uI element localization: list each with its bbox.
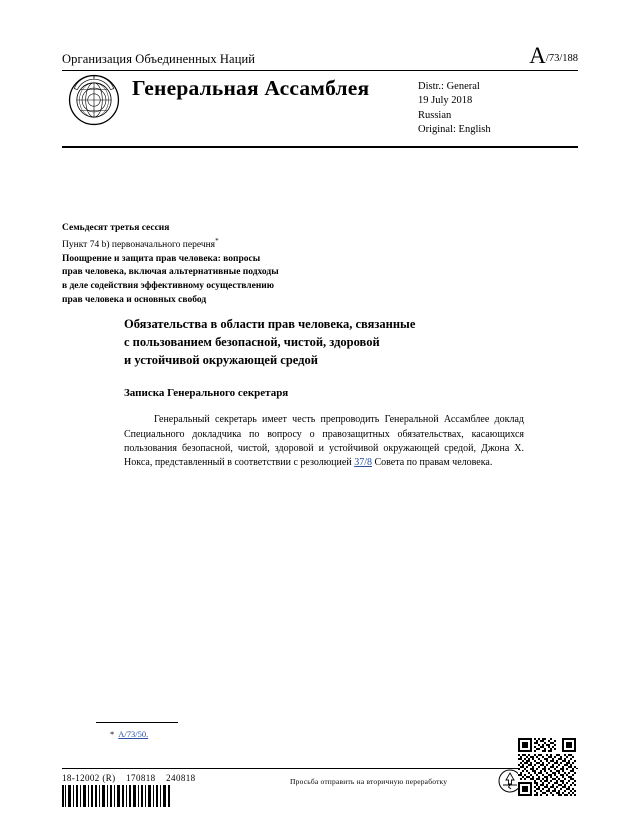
distribution-language: Russian (418, 109, 452, 121)
session-block (62, 222, 492, 308)
agenda-title-line-4: прав человека и основных свобод (62, 294, 207, 305)
masthead-title: Генеральная Ассамблея (132, 76, 370, 100)
agenda-title-line-3: в деле содействия эффективному осуществлению (62, 281, 275, 292)
document-symbol (529, 44, 578, 67)
symbol-number: /73/188 (545, 53, 578, 64)
symbol-letter: A (529, 43, 546, 68)
qr-code (518, 738, 576, 796)
page-subtitle: Записка Генерального секретаря (124, 387, 289, 400)
abstract-text-part-1: Генеральный секретарь имеет честь препроводить Генеральной Ассамблее доклад Специального докладчика по вопросу о правозащитных обязательствах, касающихся пользования безопасной, чистой, здоровой и устойчивой окружающей средой, Джона Х. Нокса, представленный в соответствии с резолюцией (124, 414, 524, 468)
footnote-separator (96, 722, 178, 723)
agenda-title-line-2: прав человека, включая альтернативные подходы (62, 267, 279, 278)
distribution-original: Original: English (418, 124, 491, 136)
organization-name: Организация Объединенных Наций (62, 52, 256, 66)
footnote-marker: * (110, 729, 115, 739)
abstract-paragraph (124, 413, 524, 470)
page-title-line-1: Обязательства в области прав человека, связанные (124, 317, 416, 331)
barcode (62, 785, 170, 807)
agenda-item-text: Пункт 74 b) первоначального перечня (62, 239, 216, 250)
footnote (110, 729, 148, 739)
resolution-link[interactable]: 37/8 (354, 456, 372, 468)
job-number: 18-12002 (R) 170818 240818 (62, 773, 196, 783)
page-title-line-2: с пользованием безопасной, чистой, здоровой (124, 335, 380, 350)
header-top-row (62, 44, 578, 67)
header-thick-rule (62, 146, 578, 148)
session-title: Семьдесят третья сессия (62, 223, 170, 233)
agenda-item (62, 236, 492, 253)
abstract-text-part-2: Совета по правам человека. (371, 456, 493, 468)
distribution-line: Distr.: General (418, 81, 480, 92)
un-emblem-icon (68, 74, 120, 126)
recycle-note: Просьба отправить на вторичную переработку (290, 777, 448, 786)
page-title (124, 315, 524, 369)
footnote-link[interactable]: A/73/50. (118, 729, 149, 739)
agenda-item-footnote-marker: * (215, 236, 219, 245)
masthead (62, 68, 578, 138)
distribution-block (418, 80, 578, 138)
document-body (124, 315, 524, 480)
agenda-title-line-1: Поощрение и защита прав человека: вопросы (62, 253, 261, 264)
page-title-line-3: и устойчивой окружающей средой (124, 353, 318, 368)
distribution-date: 19 July 2018 (418, 95, 473, 107)
